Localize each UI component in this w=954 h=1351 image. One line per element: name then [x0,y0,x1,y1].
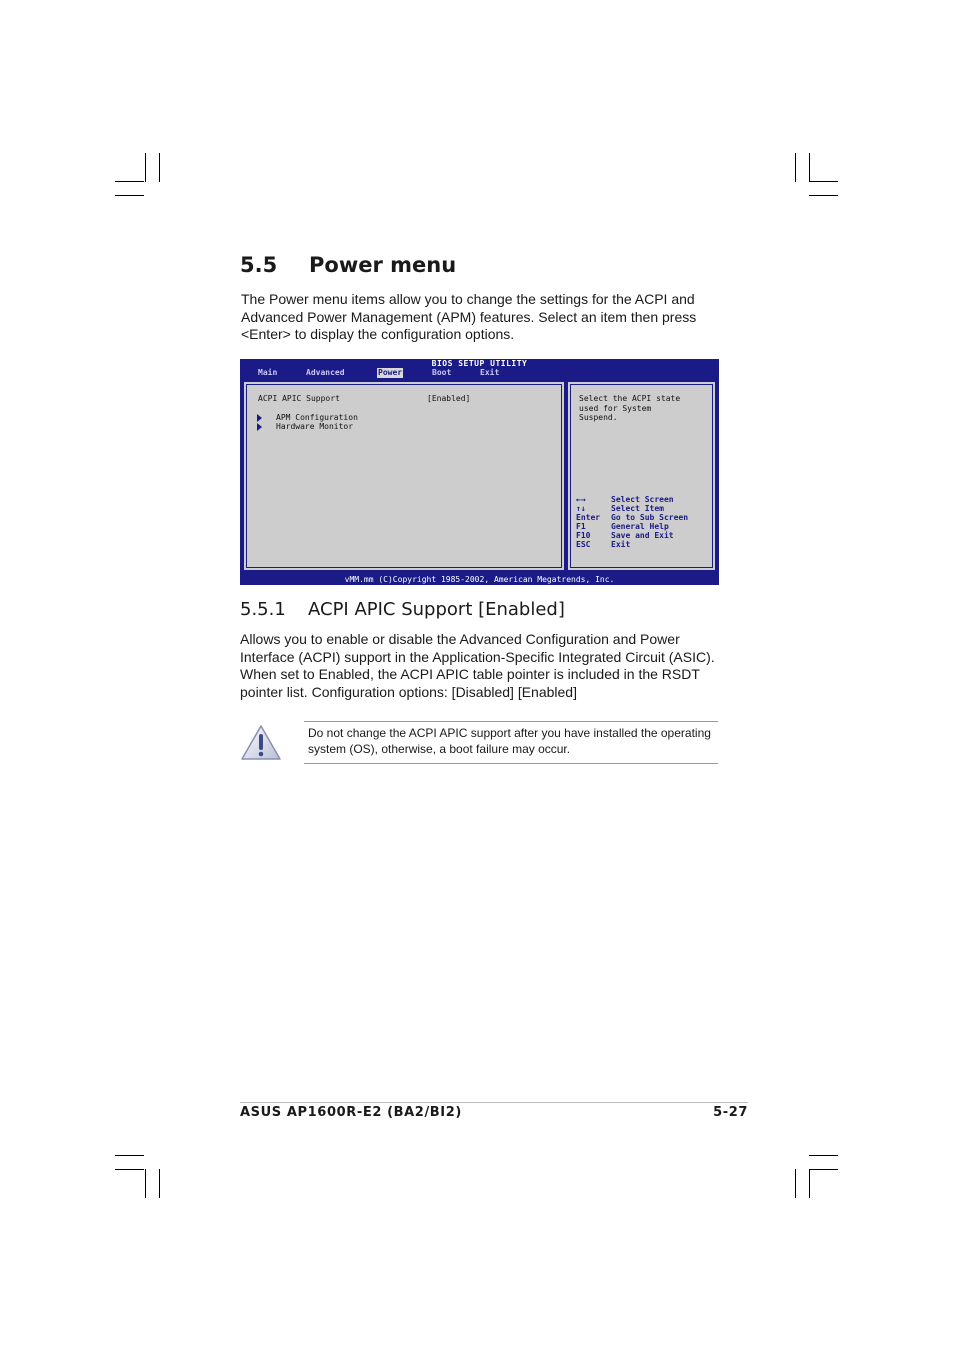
crop-mark [809,1155,838,1156]
bios-key-name: F1 [576,522,586,531]
bios-tab-advanced: Advanced [306,368,345,377]
bios-key-name: ←→ [576,495,586,504]
crop-mark [809,1169,838,1170]
bios-screenshot [240,359,719,585]
page-number: 5-27 [713,1105,748,1120]
crop-mark [159,1169,160,1198]
bios-key-name: Enter [576,513,601,522]
bios-key-action: Go to Sub Screen [611,513,689,522]
bios-setting-label: ACPI APIC Support [258,394,340,403]
bios-help-panel [567,381,716,571]
crop-mark [809,195,838,196]
bios-panel-border [246,384,562,568]
crop-mark [795,153,796,182]
subsection-title: ACPI APIC Support [Enabled] [308,599,565,620]
crop-mark [809,153,810,182]
section-heading [240,253,456,277]
bios-tab-bar [240,368,719,378]
bios-tab-power: Power [378,368,403,377]
crop-mark [115,181,144,182]
crop-mark [145,1169,146,1198]
crop-mark [809,181,838,182]
bios-key-name: ESC [576,540,591,549]
bios-tab-main: Main [258,368,278,377]
bios-key-action: Select Screen [611,495,674,504]
bios-key-action: Save and Exit [611,531,674,540]
crop-mark [115,1169,144,1170]
crop-mark [115,1155,144,1156]
submenu-arrow-icon [257,423,262,431]
bios-key-action: Exit [611,540,631,549]
bios-tab-exit: Exit [480,368,500,377]
submenu-arrow-icon [257,414,262,422]
subsection-heading [240,599,565,620]
crop-mark [795,1169,796,1198]
footer-rule [240,1102,748,1103]
bios-help-text: Select the ACPI state used for System Suspend. [579,394,681,422]
bios-submenu-item: Hardware Monitor [276,422,354,431]
bios-key-action: General Help [611,522,669,531]
bios-key-action: Select Item [611,504,664,513]
section-number: 5.5 [240,253,278,277]
crop-mark [809,1169,810,1198]
bios-title: BIOS SETUP UTILITY [431,359,528,368]
section-title: Power menu [309,253,457,277]
intro-paragraph: The Power menu items allow you to change the settings for the ACPI and Advanced Power Management (APM) features. Select an item then press <Enter> to display the configuration options. [241,291,697,342]
note-bottom-rule [304,763,718,764]
note-top-rule [304,721,718,722]
bios-key-name: F10 [576,531,591,540]
note-text: Do not change the ACPI APIC support after you have installed the operating system (OS), otherwise, a boot failure may occur. [308,726,711,756]
footer-product: ASUS AP1600R-E2 (BA2/BI2) [240,1105,462,1120]
crop-mark [159,153,160,182]
bios-setting-value: [Enabled] [427,394,471,403]
bios-key-name: ↑↓ [576,504,586,513]
crop-mark [145,153,146,182]
bios-copyright: vMM.mm (C)Copyright 1985-2002, American Megatrends, Inc. [344,575,615,584]
warning-icon [240,724,282,762]
bios-submenu-item: APM Configuration [276,413,358,422]
subsection-number: 5.5.1 [240,599,286,620]
bios-tab-boot: Boot [432,368,452,377]
subsection-paragraph: Allows you to enable or disable the Advanced Configuration and Power Interface (ACPI) support in the Application-Specific Integrated Circuit (ASIC). When set to Enabled, the ACPI APIC table pointer is included in the RSDT pointer list. Configuration options: [Disabled] [Enabled] [240,631,715,700]
bios-settings-panel [243,381,565,571]
crop-mark [115,195,144,196]
